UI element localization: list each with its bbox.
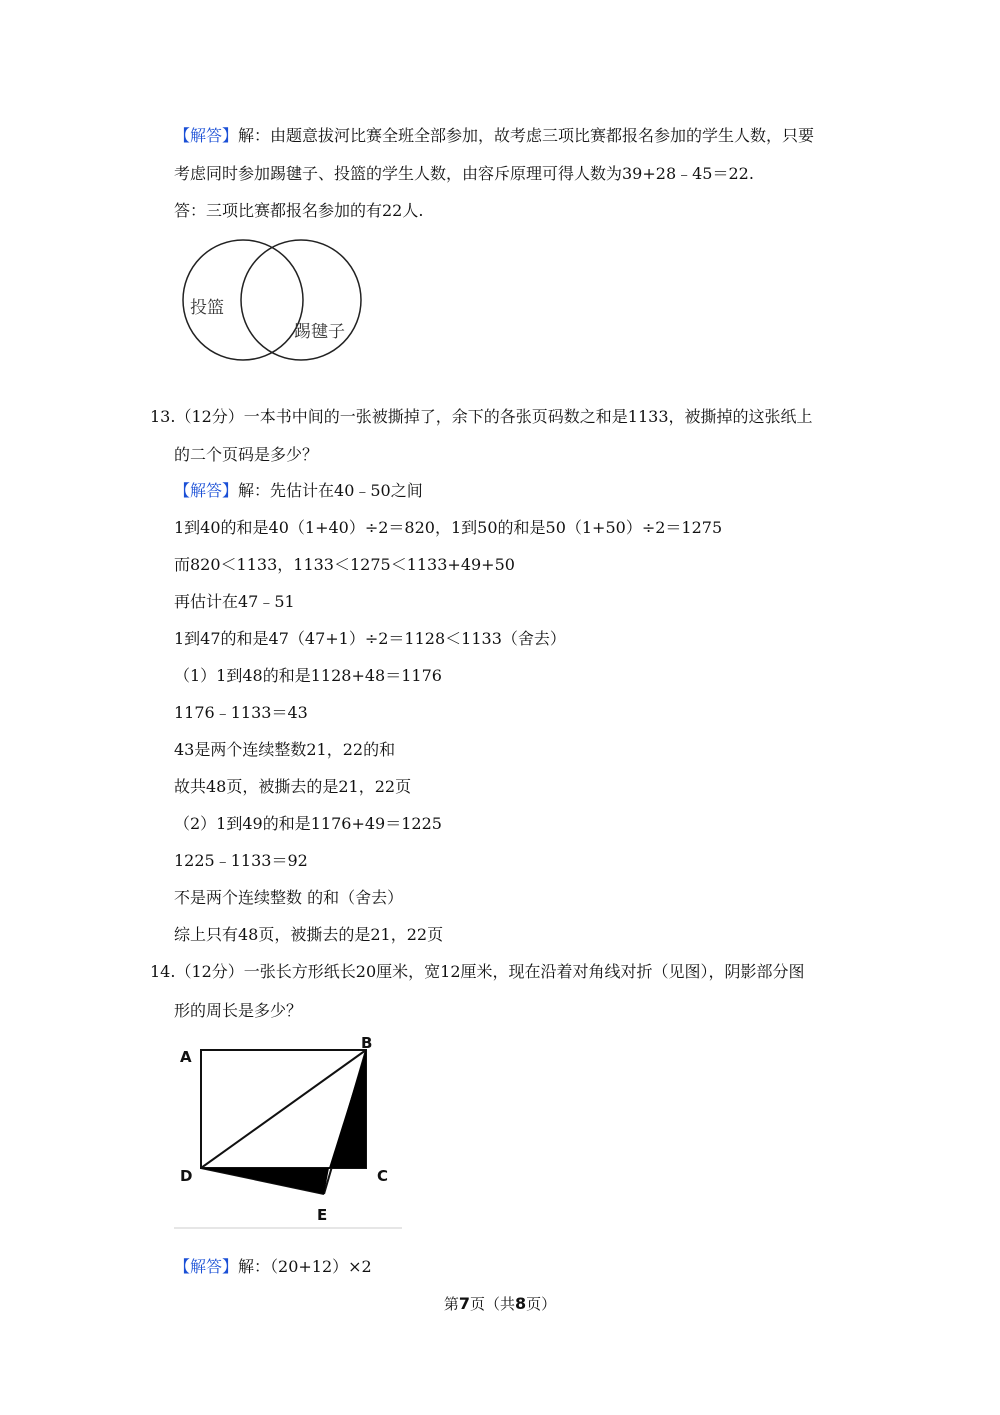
page-footer xyxy=(0,1294,1000,1314)
solution-13-step: 综上只有48页，被撕去的是21，22页 xyxy=(174,925,444,944)
solution-13-step: （1）1到48的和是1128+48＝1176 xyxy=(174,666,442,685)
point-label-a: A xyxy=(180,1048,192,1066)
answer-tag: 【解答】 xyxy=(174,1257,239,1276)
solution-12-line-2: 考虑同时参加踢毽子、投篮的学生人数，由容斥原理可得人数为39+28﹣45＝22. xyxy=(174,164,754,183)
question-13-line-1: 13.（12分）一本书中间的一张被撕掉了，余下的各张页码数之和是1133，被撕掉的这张纸上 xyxy=(150,407,813,426)
venn-label-left: 投篮 xyxy=(190,298,224,318)
venn-diagram xyxy=(176,222,368,368)
solution-12-line-3: 答：三项比赛都报名参加的有22人. xyxy=(174,201,424,220)
total-pages: 8 xyxy=(515,1294,527,1313)
solution-text: 解：（20+12）×2 xyxy=(238,1257,372,1276)
solution-13-step: 1到40的和是40（1+40）÷2＝820，1到50的和是50（1+50）÷2＝1275 xyxy=(174,518,723,537)
shaded-region-bottom xyxy=(201,1168,329,1194)
solution-13-step: 43是两个连续整数21，22的和 xyxy=(174,740,396,759)
question-14-line-2: 形的周长是多少？ xyxy=(174,1001,303,1020)
footer-text: 页（共 xyxy=(469,1295,515,1313)
solution-13-step: 故共48页，被撕去的是21，22页 xyxy=(174,777,412,796)
point-label-b: B xyxy=(361,1034,373,1052)
solution-13-step: 而820＜1133，1133＜1275＜1133+49+50 xyxy=(174,555,515,574)
solution-13-step: 1225﹣1133＝92 xyxy=(174,851,308,870)
solution-13-step: （2）1到49的和是1176+49＝1225 xyxy=(174,814,442,833)
solution-13-step: 1到47的和是47（47+1）÷2＝1128＜1133（舍去） xyxy=(174,629,566,648)
footer-text: 第 xyxy=(443,1295,459,1313)
point-label-e: E xyxy=(317,1206,328,1224)
question-13-line-2: 的二个页码是多少？ xyxy=(174,445,319,464)
solution-14-line-1 xyxy=(174,1257,372,1277)
venn-label-right: 踢毽子 xyxy=(294,322,345,342)
footer-text: 页） xyxy=(526,1295,557,1313)
solution-12-line-1 xyxy=(174,126,814,146)
point-label-c: C xyxy=(377,1167,389,1185)
folded-rectangle-figure xyxy=(172,1034,404,1230)
venn-circle-right xyxy=(241,240,361,360)
question-14-line-1: 14.（12分）一张长方形纸长20厘米，宽12厘米，现在沿着对角线对折（见图），阴影部分图 xyxy=(150,962,805,981)
point-label-d: D xyxy=(180,1167,193,1185)
solution-text: 解：由题意拔河比赛全班全部参加，故考虑三项比赛都报名参加的学生人数，只要 xyxy=(238,126,815,145)
page-number: 7 xyxy=(458,1294,470,1313)
solution-13-step: 1176﹣1133＝43 xyxy=(174,703,308,722)
solution-13-step: 再估计在47﹣51 xyxy=(174,592,295,611)
solution-13-step: 不是两个连续整数 的和（舍去） xyxy=(174,888,404,907)
solution-13-line-1 xyxy=(174,481,423,501)
solution-text: 解：先估计在40﹣50之间 xyxy=(238,481,423,500)
answer-tag: 【解答】 xyxy=(174,126,239,145)
answer-tag: 【解答】 xyxy=(174,481,239,500)
